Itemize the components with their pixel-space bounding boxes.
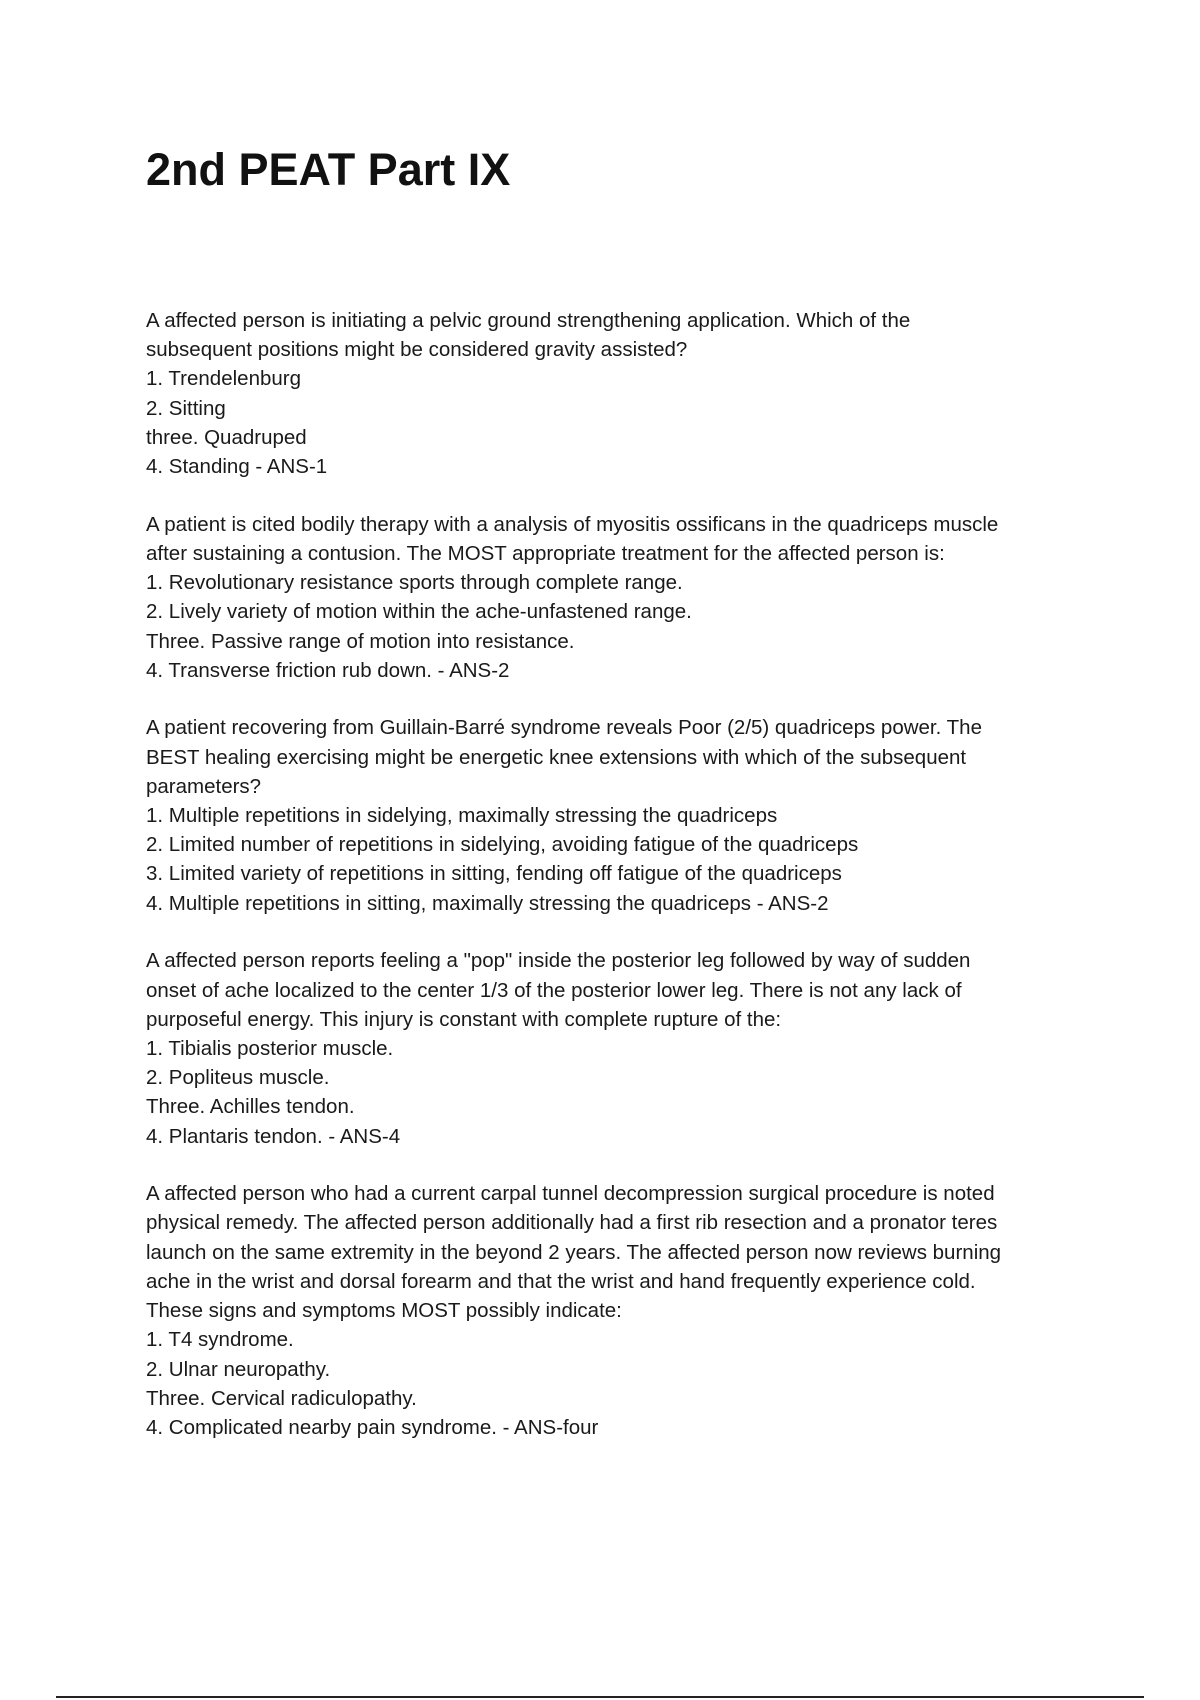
question-stem-line: A affected person reports feeling a "pop" inside the posterior leg followed by way of sudden: [146, 949, 971, 973]
answer-option: 3. Limited variety of repetitions in sitting, fending off fatigue of the quadriceps: [146, 862, 842, 886]
question-2: [146, 510, 1086, 685]
question-4: [146, 946, 1086, 1150]
answer-option: 2. Ulnar neuropathy.: [146, 1357, 331, 1381]
question-stem-line: BEST healing exercising might be energetic knee extensions with which of the subsequent: [146, 745, 967, 769]
answer-option: 2. Limited number of repetitions in sidelying, avoiding fatigue of the quadriceps: [146, 833, 859, 857]
answer-option: 1. Revolutionary resistance sports through complete range.: [146, 571, 683, 595]
answer-option: 1. Trendelenburg: [146, 367, 302, 391]
question-stem-line: physical remedy. The affected person additionally had a first rib resection and a pronator teres: [146, 1211, 998, 1235]
answer-option: 2. Sitting: [146, 396, 226, 420]
question-stem-line: ache in the wrist and dorsal forearm and that the wrist and hand frequently experience cold.: [146, 1269, 976, 1293]
question-stem-line: after sustaining a contusion. The MOST appropriate treatment for the affected person is:: [146, 541, 945, 565]
answer-option: Three. Passive range of motion into resistance.: [146, 629, 575, 653]
answer-option: 1. Multiple repetitions in sidelying, maximally stressing the quadriceps: [146, 804, 778, 828]
question-5: [146, 1179, 1086, 1442]
question-stem-line: onset of ache localized to the center 1/3 of the posterior lower leg. There is not any lack of: [146, 978, 962, 1002]
question-3: [146, 713, 1086, 917]
question-stem-line: A patient recovering from Guillain-Barré syndrome reveals Poor (2/5) quadriceps power. The: [146, 716, 982, 740]
question-1: [146, 306, 1086, 481]
answer-option: 4. Complicated nearby pain syndrome. - ANS-four: [146, 1415, 599, 1439]
question-stem-line: A patient is cited bodily therapy with a analysis of myositis ossificans in the quadriceps muscle: [146, 512, 999, 536]
question-stem-line: subsequent positions might be considered gravity assisted?: [146, 338, 688, 362]
answer-option: 4. Transverse friction rub down. - ANS-2: [146, 658, 510, 682]
question-stem-line: parameters?: [146, 774, 262, 798]
question-stem-line: These signs and symptoms MOST possibly indicate:: [146, 1299, 622, 1323]
page-title: 2nd PEAT Part IX: [146, 144, 511, 195]
answer-option: three. Quadruped: [146, 425, 307, 449]
question-stem-line: A affected person is initiating a pelvic ground strengthening application. Which of the: [146, 309, 911, 332]
question-list: [146, 306, 1086, 1471]
answer-option: 4. Plantaris tendon. - ANS-4: [146, 1124, 401, 1148]
answer-option: 1. Tibialis posterior muscle.: [146, 1036, 394, 1060]
page-footer-divider: [56, 1696, 1144, 1698]
answer-option: Three. Cervical radiculopathy.: [146, 1386, 417, 1410]
answer-option: 4. Multiple repetitions in sitting, maximally stressing the quadriceps - ANS-2: [146, 891, 829, 915]
answer-option: 2. Lively variety of motion within the ache-unfastened range.: [146, 600, 692, 624]
answer-option: Three. Achilles tendon.: [146, 1095, 355, 1119]
question-stem-line: launch on the same extremity in the beyond 2 years. The affected person now reviews burning: [146, 1240, 1002, 1264]
answer-option: 2. Popliteus muscle.: [146, 1066, 330, 1090]
question-stem-line: purposeful energy. This injury is constant with complete rupture of the:: [146, 1007, 782, 1031]
answer-option: 4. Standing - ANS-1: [146, 455, 328, 479]
question-stem-line: A affected person who had a current carpal tunnel decompression surgical procedure is noted: [146, 1182, 995, 1206]
answer-option: 1. T4 syndrome.: [146, 1328, 294, 1352]
